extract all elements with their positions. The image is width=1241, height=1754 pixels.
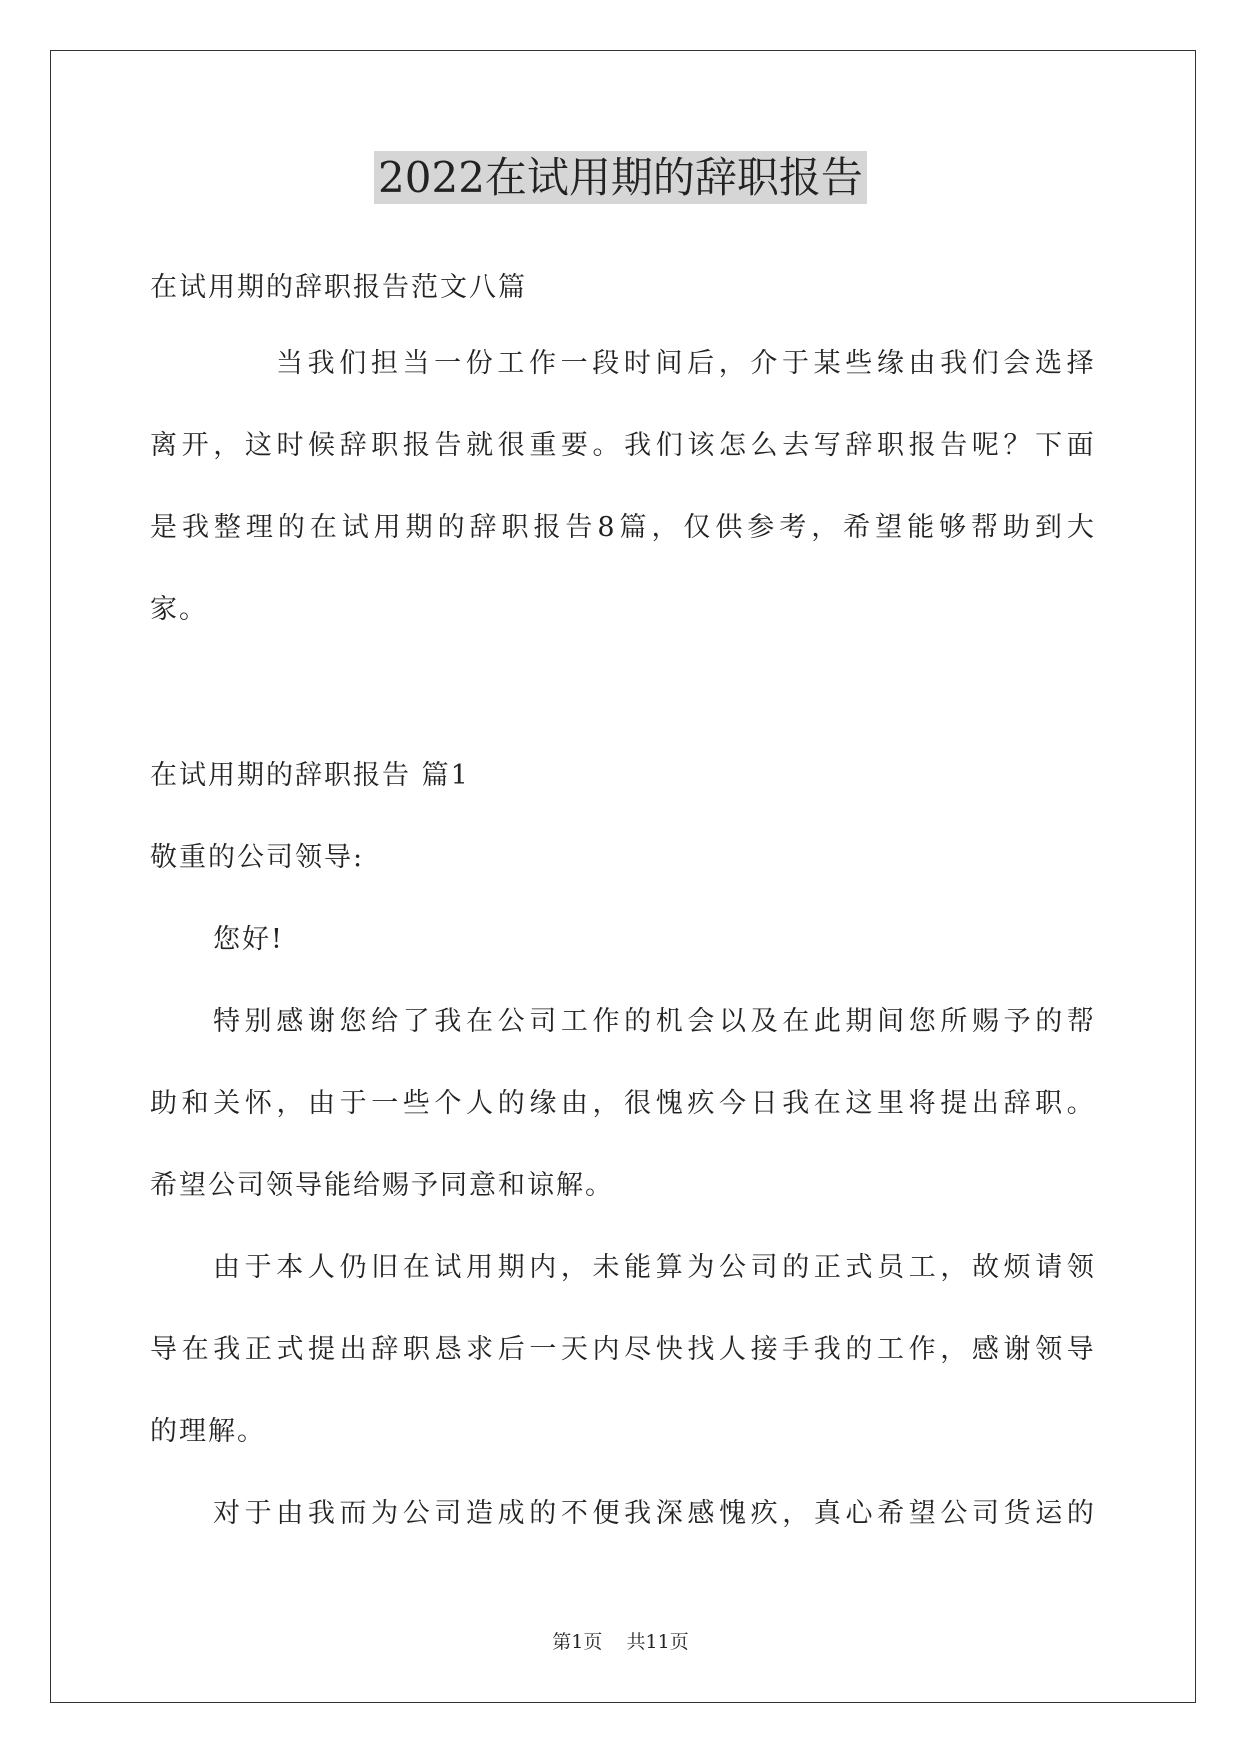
- text-char: 机: [655, 1006, 683, 1037]
- text-char: 愧: [655, 1088, 683, 1119]
- text-char: 未: [592, 1252, 620, 1283]
- text-char: 职: [402, 1334, 430, 1365]
- text-char: 的: [624, 1006, 652, 1037]
- text-char: 望: [908, 1498, 936, 1529]
- text-char: 助: [150, 1088, 177, 1119]
- text-char: 在: [309, 512, 337, 543]
- text-char: 出: [339, 1334, 367, 1365]
- text-char: 用: [373, 512, 401, 543]
- text-char: 我: [181, 512, 209, 543]
- text-char: 望: [875, 512, 903, 543]
- text-char: 您: [908, 1006, 936, 1037]
- paragraph1-line-2: [150, 1086, 1094, 1122]
- text-char: ，: [718, 348, 746, 379]
- text-char: 会: [687, 1006, 715, 1037]
- text-char: 去: [782, 430, 810, 461]
- text-char: 们: [971, 348, 999, 379]
- text-char: ，: [560, 1252, 588, 1283]
- text-char: 辞: [469, 512, 497, 543]
- text-char: 我: [307, 348, 335, 379]
- text-char: 真: [813, 1498, 841, 1529]
- text-char: 篇: [619, 512, 647, 543]
- text-char: 择: [1066, 348, 1094, 379]
- text-char: 怀: [244, 1088, 272, 1119]
- text-char: 今: [718, 1088, 746, 1119]
- text-char: 领: [1066, 1252, 1094, 1283]
- paragraph1-line-1: [213, 1004, 1094, 1040]
- text-char: 造: [466, 1498, 493, 1529]
- text-char: 对: [213, 1498, 240, 1529]
- text-char: 我: [813, 1334, 841, 1365]
- text-char: 的: [782, 1252, 810, 1283]
- text-char: 希: [843, 512, 871, 543]
- text-char: 些: [845, 348, 873, 379]
- text-char: 给: [371, 1006, 399, 1037]
- document-subtitle: 在试用期的辞职报告范文八篇: [150, 272, 527, 303]
- text-char: 接: [750, 1334, 778, 1365]
- text-char: 么: [750, 430, 778, 461]
- text-char: 您: [339, 1006, 367, 1037]
- text-char: 重: [529, 430, 557, 461]
- text-char: 领: [1035, 1334, 1063, 1365]
- text-char: 间: [877, 1006, 905, 1037]
- text-char: 赐: [972, 1006, 999, 1037]
- text-char: 公: [497, 1006, 525, 1037]
- text-char: 天: [560, 1334, 588, 1365]
- text-char: 缘: [876, 348, 904, 379]
- text-char: 作: [908, 1334, 936, 1365]
- text-char: 人: [466, 1088, 494, 1119]
- text-char: 日: [750, 1088, 778, 1119]
- text-char: 式: [845, 1252, 873, 1283]
- text-char: 快: [655, 1334, 683, 1365]
- text-char: 写: [813, 430, 841, 461]
- text-char: 能: [624, 1252, 652, 1283]
- text-char: 要: [560, 430, 588, 461]
- text-char: 希: [877, 1498, 905, 1529]
- text-char: 8: [597, 512, 615, 543]
- intro-line-4: 家。: [150, 594, 208, 625]
- text-char: 介: [750, 348, 778, 379]
- text-char: 公: [940, 1498, 968, 1529]
- text-char: 一: [529, 1334, 557, 1365]
- text-char: 便: [592, 1498, 620, 1529]
- text-char: 烦: [1003, 1252, 1031, 1283]
- intro-line-1: [276, 346, 1094, 382]
- text-char: 的: [497, 1088, 525, 1119]
- text-char: 为: [687, 1252, 715, 1283]
- text-char: 由: [276, 1498, 304, 1529]
- text-char: 时: [623, 348, 651, 379]
- paragraph2-line-1: [213, 1250, 1094, 1286]
- text-char: 离: [150, 430, 177, 461]
- text-char: 考: [779, 512, 807, 543]
- text-char: 导: [150, 1334, 177, 1365]
- text-char: 我: [624, 1498, 652, 1529]
- text-char: 司: [972, 1498, 999, 1529]
- text-char: 这: [244, 430, 272, 461]
- text-char: 供: [715, 512, 743, 543]
- text-char: 深: [655, 1498, 683, 1529]
- text-char: 成: [497, 1498, 525, 1529]
- text-char: 特: [213, 1006, 240, 1037]
- text-char: 时: [276, 430, 304, 461]
- text-char: 期: [497, 1252, 525, 1283]
- text-char: 别: [244, 1006, 272, 1037]
- text-char: 我: [940, 348, 968, 379]
- text-char: 算: [655, 1252, 683, 1283]
- text-char: 某: [813, 348, 841, 379]
- text-char: 正: [813, 1252, 841, 1283]
- text-char: 帮: [1066, 1006, 1094, 1037]
- text-char: 谢: [1003, 1334, 1031, 1365]
- text-char: 在: [402, 1252, 430, 1283]
- text-char: 人: [718, 1334, 746, 1365]
- paragraph2-line-3: 的理解。: [150, 1416, 266, 1447]
- text-char: 试: [434, 1252, 462, 1283]
- text-char: 故: [972, 1252, 999, 1283]
- text-char: 以: [719, 1006, 746, 1037]
- text-char: 助: [1002, 512, 1030, 543]
- text-char: ，: [940, 1252, 968, 1283]
- text-char: 于: [339, 1088, 367, 1119]
- text-char: 货: [1003, 1498, 1031, 1529]
- text-char: 告: [940, 430, 968, 461]
- intro-line-2: [150, 428, 1094, 464]
- text-char: 告: [434, 430, 462, 461]
- text-char: 下: [1035, 430, 1063, 461]
- document-title: 2022在试用期的辞职报告: [374, 151, 867, 204]
- text-char: 们: [655, 430, 683, 461]
- text-char: 内: [529, 1252, 557, 1283]
- text-char: 和: [181, 1088, 209, 1119]
- text-char: 就: [466, 430, 494, 461]
- text-char: 用: [466, 1252, 493, 1283]
- text-char: 缘: [529, 1088, 557, 1119]
- text-char: 由: [308, 1088, 336, 1119]
- text-char: 式: [276, 1334, 304, 1365]
- greeting: 您好!: [213, 924, 284, 955]
- text-char: 工: [560, 1006, 588, 1037]
- page-total: 共11页: [626, 1631, 689, 1653]
- text-char: 们: [339, 348, 367, 379]
- text-char: 职: [1035, 1088, 1063, 1119]
- text-char: 手: [782, 1334, 810, 1365]
- text-char: 正: [244, 1334, 272, 1365]
- text-char: 。: [1066, 1088, 1094, 1119]
- text-char: 面: [1066, 430, 1094, 461]
- text-char: 选: [1035, 348, 1062, 379]
- text-char: 关: [213, 1088, 241, 1119]
- text-char: 所: [940, 1006, 968, 1037]
- text-char: 的: [277, 512, 305, 543]
- text-char: ，: [651, 512, 679, 543]
- text-char: 提: [940, 1088, 968, 1119]
- text-char: 整: [213, 512, 241, 543]
- text-char: 的: [845, 1334, 873, 1365]
- text-char: 辞: [845, 430, 873, 461]
- text-char: 出: [971, 1088, 999, 1119]
- text-char: 呢: [971, 430, 999, 461]
- text-char: 理: [245, 512, 273, 543]
- text-char: 谢: [307, 1006, 335, 1037]
- text-char: 由: [213, 1252, 240, 1283]
- text-char: ，: [276, 1088, 304, 1119]
- text-char: 间: [655, 348, 683, 379]
- text-char: 职: [877, 430, 905, 461]
- document-title-block: [0, 150, 1241, 206]
- text-char: 的: [437, 512, 465, 543]
- text-char: 该: [687, 430, 715, 461]
- section-heading: 在试用期的辞职报告 篇1: [150, 760, 470, 791]
- text-char: 当: [276, 348, 303, 379]
- text-char: 当: [402, 348, 430, 379]
- text-char: 作: [592, 1006, 620, 1037]
- text-char: 了: [402, 1006, 430, 1037]
- text-char: 怎: [718, 430, 746, 461]
- text-char: 愧: [719, 1498, 746, 1529]
- text-char: 候: [308, 430, 336, 461]
- text-char: 予: [1003, 1006, 1031, 1037]
- text-char: 内: [592, 1334, 620, 1365]
- text-char: 会: [1003, 348, 1031, 379]
- text-char: 本: [276, 1252, 304, 1283]
- text-char: 司: [529, 1006, 557, 1037]
- text-char: 担: [370, 348, 398, 379]
- text-char: 份: [465, 348, 493, 379]
- text-char: 尽: [624, 1334, 652, 1365]
- text-char: 后: [687, 348, 715, 379]
- text-char: 告: [565, 512, 593, 543]
- text-char: 后: [497, 1334, 525, 1365]
- text-char: 参: [747, 512, 775, 543]
- text-char: 求: [466, 1334, 494, 1365]
- text-char: ，: [592, 1088, 620, 1119]
- text-char: 大: [1066, 512, 1094, 543]
- text-char: 很: [624, 1088, 652, 1119]
- text-char: ，: [940, 1334, 968, 1365]
- text-char: 很: [497, 430, 525, 461]
- text-char: 开: [181, 430, 209, 461]
- text-char: 在: [813, 1088, 841, 1119]
- text-char: 司: [434, 1498, 462, 1529]
- text-char: 在: [181, 1334, 209, 1365]
- text-char: 而: [339, 1498, 367, 1529]
- text-char: 一: [371, 1088, 399, 1119]
- text-char: 于: [782, 348, 809, 379]
- text-char: 员: [877, 1252, 905, 1283]
- text-char: 里: [877, 1088, 905, 1119]
- page-number: 第1页: [552, 1631, 603, 1653]
- text-char: 一: [560, 348, 588, 379]
- text-char: 报: [908, 430, 936, 461]
- text-char: 职: [371, 430, 399, 461]
- text-char: 职: [501, 512, 529, 543]
- text-char: 够: [939, 512, 967, 543]
- text-char: 感: [971, 1334, 999, 1365]
- intro-line-3: [150, 510, 1094, 546]
- text-char: ，: [811, 512, 839, 543]
- text-char: 能: [907, 512, 935, 543]
- text-char: 运: [1035, 1498, 1063, 1529]
- text-char: 期: [405, 512, 433, 543]
- text-char: 人: [307, 1252, 335, 1283]
- text-char: 公: [402, 1498, 430, 1529]
- text-char: 的: [529, 1498, 557, 1529]
- text-char: 感: [687, 1498, 715, 1529]
- text-char: 仅: [683, 512, 711, 543]
- text-char: 个: [434, 1088, 462, 1119]
- text-char: 我: [213, 1334, 241, 1365]
- text-char: 的: [1066, 1498, 1094, 1529]
- text-char: 。: [592, 430, 620, 461]
- paragraph3-line-1: [213, 1496, 1094, 1532]
- text-char: 我: [782, 1088, 810, 1119]
- text-char: 提: [308, 1334, 336, 1365]
- text-char: 疚: [750, 1498, 778, 1529]
- text-char: 帮: [970, 512, 998, 543]
- text-char: ？: [1003, 430, 1031, 461]
- text-char: 作: [529, 348, 556, 379]
- text-char: 辞: [1003, 1088, 1031, 1119]
- text-char: 在: [466, 1006, 493, 1037]
- text-char: 期: [845, 1006, 873, 1037]
- text-char: 这: [845, 1088, 873, 1119]
- text-char: 段: [592, 348, 620, 379]
- text-char: 感: [276, 1006, 304, 1037]
- text-char: 将: [908, 1088, 936, 1119]
- text-char: 工: [877, 1334, 905, 1365]
- text-char: 报: [402, 430, 430, 461]
- paragraph2-line-2: [150, 1332, 1094, 1368]
- text-char: 我: [434, 1006, 462, 1037]
- text-char: 及: [750, 1006, 778, 1037]
- text-char: 工: [908, 1252, 936, 1283]
- text-char: 于: [244, 1498, 272, 1529]
- text-char: 恳: [434, 1334, 462, 1365]
- text-char: ，: [213, 430, 241, 461]
- salutation: 敬重的公司领导:: [150, 842, 365, 873]
- text-char: 些: [402, 1088, 430, 1119]
- text-char: 由: [908, 348, 936, 379]
- text-char: 我: [307, 1498, 335, 1529]
- paragraph1-line-3: 希望公司领导能给赐予同意和谅解。: [150, 1170, 614, 1201]
- text-char: 于: [244, 1252, 272, 1283]
- text-char: 仍: [339, 1252, 367, 1283]
- text-char: 在: [782, 1006, 810, 1037]
- text-char: 工: [497, 348, 525, 379]
- text-char: 的: [1035, 1006, 1063, 1037]
- text-char: 辞: [339, 430, 367, 461]
- text-char: ，: [782, 1498, 810, 1529]
- text-char: 试: [341, 512, 369, 543]
- text-char: 我: [624, 430, 652, 461]
- text-char: 辞: [371, 1334, 399, 1365]
- text-char: 到: [1034, 512, 1062, 543]
- text-char: 请: [1035, 1252, 1063, 1283]
- text-char: 由: [560, 1088, 588, 1119]
- text-char: 是: [150, 512, 177, 543]
- text-char: 此: [813, 1006, 841, 1037]
- text-char: 为: [371, 1498, 399, 1529]
- text-char: 公: [719, 1252, 746, 1283]
- text-char: 心: [845, 1498, 873, 1529]
- text-char: 司: [750, 1252, 778, 1283]
- page-footer: [0, 1630, 1241, 1654]
- text-char: 不: [560, 1498, 588, 1529]
- text-char: 疚: [687, 1088, 715, 1119]
- text-char: 导: [1066, 1334, 1094, 1365]
- text-char: 找: [687, 1334, 715, 1365]
- text-char: 报: [533, 512, 561, 543]
- text-char: 旧: [371, 1252, 399, 1283]
- text-char: 一: [434, 348, 462, 379]
